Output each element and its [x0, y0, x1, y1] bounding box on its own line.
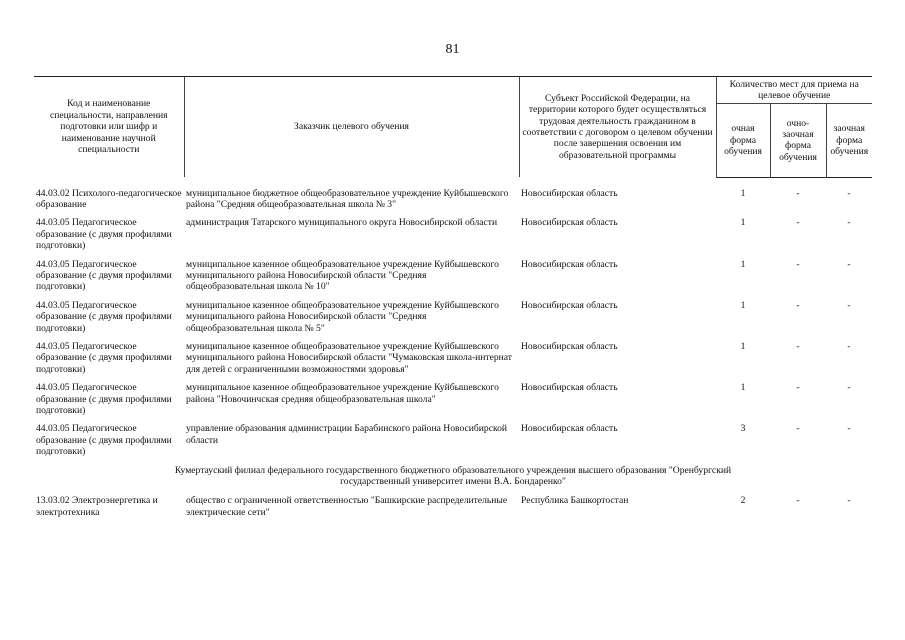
cell-part-time: -: [796, 423, 800, 435]
cell-customer: муниципальное казенное общеобразовательное учреждение Куйбышевского муниципального района Новосибирской области "Средняя общеобразовательная школа № 10": [186, 258, 499, 293]
cell-customer: общество с ограниченной ответственностью "Башкирские распределительные электрические сети": [186, 495, 508, 518]
target-admission-table: [34, 76, 872, 525]
cell-part-time: -: [796, 495, 800, 507]
cell-region: Новосибирская область: [521, 382, 618, 394]
cell-full-time: 3: [740, 423, 746, 435]
cell-part-time: -: [796, 299, 800, 311]
page-number: 81: [445, 42, 460, 57]
table-row: [34, 423, 872, 464]
cell-part-time: -: [796, 187, 800, 199]
section-title: Кумертауский филиал федерального государственного бюджетного образовательного учреждения высшего образования "Оренбургский государственный университет имени В.А. Бондаренко": [174, 464, 732, 488]
cell-full-time: 1: [740, 299, 746, 311]
cell-correspondence: -: [847, 423, 851, 435]
cell-part-time: -: [796, 258, 800, 270]
cell-customer: муниципальное казенное общеобразовательное учреждение Куйбышевского района "Новочинчская средняя общеобразовательная школа": [186, 382, 499, 405]
cell-correspondence: -: [847, 187, 851, 199]
header-customer: Заказчик целевого обучения: [184, 77, 519, 178]
cell-region: Новосибирская область: [521, 258, 618, 270]
cell-full-time: 1: [740, 217, 746, 229]
cell-correspondence: -: [847, 382, 851, 394]
header-places: Количество мест для приема на целевое обучение: [716, 77, 872, 104]
cell-region: Республика Башкортостан: [521, 495, 629, 507]
cell-part-time: -: [796, 217, 800, 229]
cell-customer: муниципальное казенное общеобразовательное учреждение Куйбышевского муниципального района Новосибирской области "Средняя общеобразовательная школа № 5": [186, 299, 499, 334]
cell-correspondence: -: [847, 340, 851, 352]
cell-code: 44.03.02 Психолого-педагогическое образование: [36, 187, 182, 210]
cell-code: 44.03.05 Педагогическое образование (с двумя профилями подготовки): [36, 299, 172, 334]
cell-code: 44.03.05 Педагогическое образование (с двумя профилями подготовки): [36, 423, 172, 458]
table-row: [34, 188, 872, 218]
table-header: [34, 77, 872, 178]
table-row: [34, 382, 872, 423]
cell-full-time: 1: [740, 187, 746, 199]
cell-code: 44.03.05 Педагогическое образование (с двумя профилями подготовки): [36, 258, 172, 293]
cell-correspondence: -: [847, 299, 851, 311]
cell-region: Новосибирская область: [521, 299, 618, 311]
cell-code: 44.03.05 Педагогическое образование (с двумя профилями подготовки): [36, 382, 172, 416]
cell-region: Новосибирская область: [521, 423, 618, 435]
table-row: [34, 495, 872, 525]
cell-correspondence: -: [847, 495, 851, 507]
table-row: [34, 259, 872, 300]
cell-full-time: 1: [740, 258, 746, 270]
cell-customer: администрация Татарского муниципального округа Новосибирской области: [186, 217, 498, 229]
cell-correspondence: -: [847, 217, 851, 229]
cell-region: Новосибирская область: [521, 187, 618, 199]
cell-part-time: -: [796, 340, 800, 352]
section-header-row: [34, 465, 872, 496]
cell-code: 13.03.02 Электроэнергетика и электротехника: [36, 495, 158, 518]
cell-code: 44.03.05 Педагогическое образование (с двумя профилями подготовки): [36, 217, 172, 252]
cell-region: Новосибирская область: [521, 340, 618, 352]
header-full-time: очная форма обучения: [716, 104, 770, 177]
cell-customer: управление образования администрации Барабинского района Новосибирской области: [186, 423, 508, 446]
cell-code: 44.03.05 Педагогическое образование (с двумя профилями подготовки): [36, 340, 172, 375]
cell-full-time: 1: [740, 382, 746, 394]
cell-full-time: 2: [740, 495, 746, 507]
header-part-time: очно-заочная форма обучения: [770, 104, 826, 177]
header-correspondence: заочная форма обучения: [826, 104, 872, 177]
cell-region: Новосибирская область: [521, 217, 618, 229]
cell-customer: муниципальное бюджетное общеобразовательное учреждение Куйбышевского района "Средняя общеобразовательная школа № 3": [186, 187, 509, 210]
table-row: [34, 217, 872, 258]
cell-customer: муниципальное казенное общеобразовательное учреждение Куйбышевского муниципального района Новосибирской области "Чумаковская школа-интернат для детей с ограниченными возможностями здоровья": [186, 340, 512, 375]
table-body: [34, 177, 872, 525]
cell-part-time: -: [796, 382, 800, 394]
header-region: Субъект Российской Федерации, на территории которого будет осуществляться трудовая деятельность гражданином в соответствии с договором о целевом обучении после завершения освоения им образовательной программы: [519, 77, 716, 178]
document-table-container: [34, 76, 872, 525]
cell-full-time: 1: [740, 340, 746, 352]
header-code: Код и наименование специальности, направления подготовки или шифр и наименование научной специальности: [34, 77, 184, 178]
table-row: [34, 341, 872, 382]
table-row: [34, 300, 872, 341]
cell-correspondence: -: [847, 258, 851, 270]
